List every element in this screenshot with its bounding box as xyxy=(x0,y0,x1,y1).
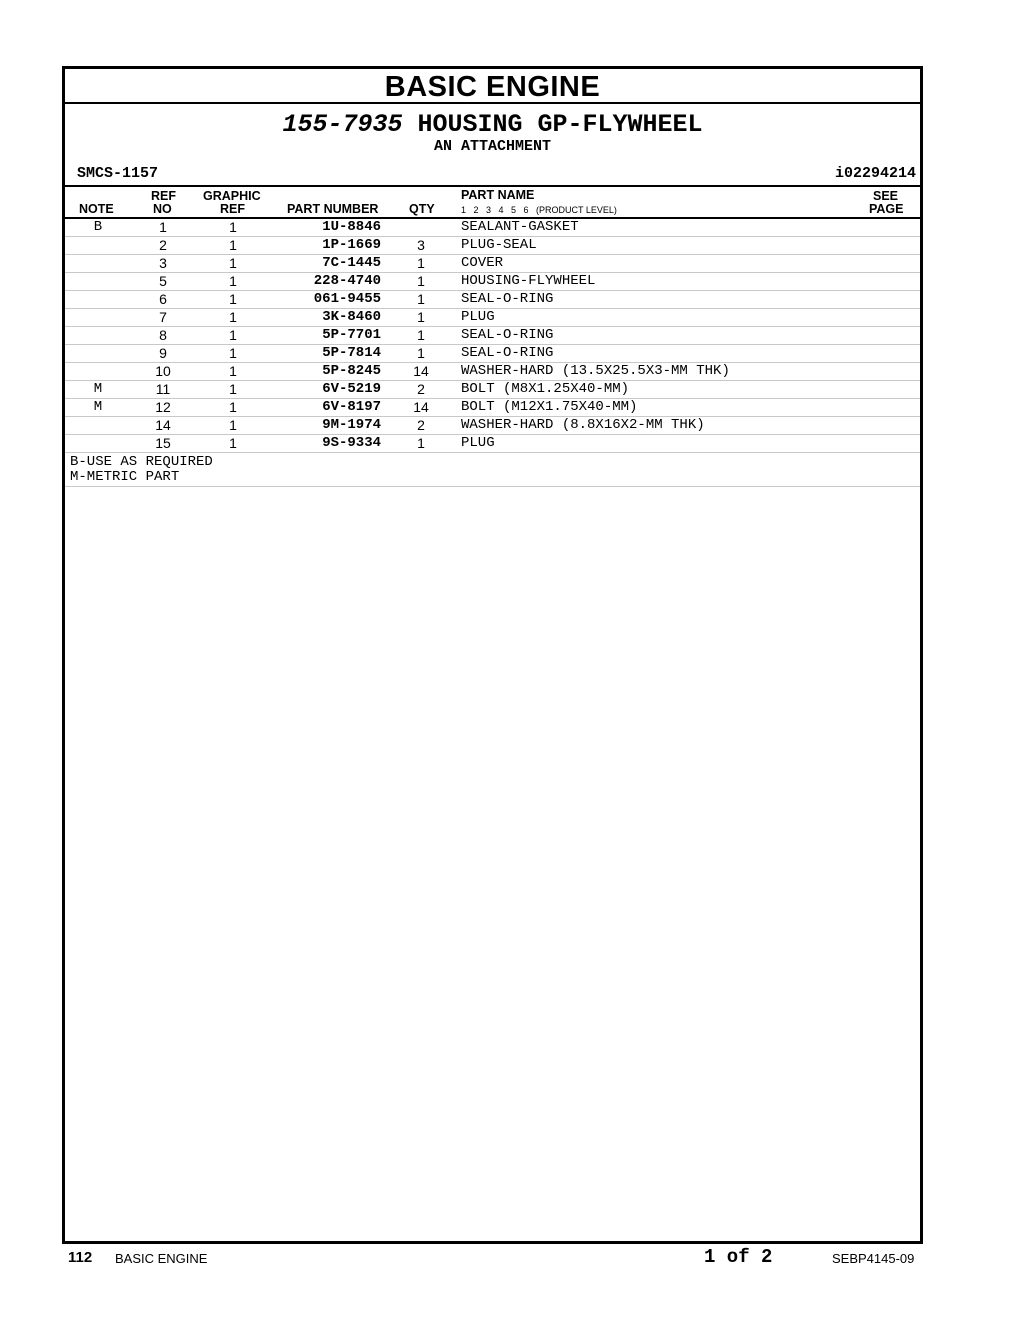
table-row xyxy=(65,381,920,399)
cell-part-name: COVER xyxy=(461,255,504,271)
cell-graphic-ref: 1 xyxy=(229,219,237,235)
cell-part-number: 7C-1445 xyxy=(322,255,381,271)
cell-part-name: PLUG xyxy=(461,309,495,325)
table-row xyxy=(65,273,920,291)
cell-ref-no: 1 xyxy=(159,219,167,235)
cell-graphic-ref: 1 xyxy=(229,273,237,289)
table-row xyxy=(65,327,920,345)
cell-graphic-ref: 1 xyxy=(229,381,237,397)
parts-table-body xyxy=(65,219,920,453)
cell-graphic-ref: 1 xyxy=(229,363,237,379)
cell-part-number: 9S-9334 xyxy=(322,435,381,451)
cell-qty: 14 xyxy=(413,363,429,379)
cell-part-number: 5P-7814 xyxy=(322,345,381,361)
page-footer xyxy=(0,1244,1020,1274)
section-title: BASIC ENGINE xyxy=(65,69,920,104)
table-row xyxy=(65,417,920,435)
col-graphic-top: GRAPHIC xyxy=(203,189,261,203)
cell-part-name: PLUG-SEAL xyxy=(461,237,537,253)
col-part-name: PART NAME xyxy=(461,188,535,202)
cell-ref-no: 14 xyxy=(155,417,171,433)
group-name: HOUSING GP-FLYWHEEL xyxy=(417,110,703,139)
cell-qty: 1 xyxy=(417,255,425,271)
col-qty: QTY xyxy=(409,202,435,216)
table-row xyxy=(65,435,920,453)
note-b: B-USE AS REQUIRED xyxy=(70,454,213,470)
cell-qty: 14 xyxy=(413,399,429,415)
group-subtitle: AN ATTACHMENT xyxy=(433,138,552,155)
cell-qty: 1 xyxy=(417,309,425,325)
table-row xyxy=(65,291,920,309)
cell-part-name: SEAL-O-RING xyxy=(461,345,554,361)
cell-part-name: SEALANT-GASKET xyxy=(461,219,579,235)
table-row xyxy=(65,219,920,237)
cell-part-number: 1U-8846 xyxy=(322,219,381,235)
cell-graphic-ref: 1 xyxy=(229,309,237,325)
cell-part-name: WASHER-HARD (8.8X16X2-MM THK) xyxy=(461,417,705,433)
cell-ref-no: 8 xyxy=(159,327,167,343)
cell-part-number: 061-9455 xyxy=(313,291,381,307)
info-identifier: i02294214 xyxy=(834,165,916,182)
cell-graphic-ref: 1 xyxy=(229,237,237,253)
cell-graphic-ref: 1 xyxy=(229,435,237,451)
group-title xyxy=(65,112,920,138)
col-see-top: SEE xyxy=(873,189,899,203)
column-headers xyxy=(65,187,920,219)
table-row xyxy=(65,363,920,381)
cell-part-name: WASHER-HARD (13.5X25.5X3-MM THK) xyxy=(461,363,730,379)
document-number: SEBP4145-09 xyxy=(832,1251,915,1266)
cell-qty: 3 xyxy=(417,237,425,253)
cell-part-number: 228-4740 xyxy=(313,273,381,289)
cell-ref-no: 9 xyxy=(159,345,167,361)
cell-part-name: HOUSING-FLYWHEEL xyxy=(461,273,596,289)
col-ref-top: REF xyxy=(151,189,176,203)
cell-part-number: 5P-7701 xyxy=(322,327,381,343)
cell-ref-no: 7 xyxy=(159,309,167,325)
cell-part-number: 9M-1974 xyxy=(322,417,381,433)
cell-part-number: 1P-1669 xyxy=(322,237,381,253)
cell-part-name: BOLT (M12X1.75X40-MM) xyxy=(461,399,638,415)
smcs-code: SMCS-1157 xyxy=(77,165,159,182)
cell-note: M xyxy=(93,399,103,415)
col-product-level: 1 2 3 4 5 6 (PRODUCT LEVEL) xyxy=(461,205,617,215)
col-ref-bottom: NO xyxy=(153,202,172,216)
cell-qty: 1 xyxy=(417,291,425,307)
table-row xyxy=(65,255,920,273)
cell-ref-no: 10 xyxy=(155,363,171,379)
cell-ref-no: 11 xyxy=(155,381,171,397)
smcs-row xyxy=(65,165,920,185)
table-row xyxy=(65,345,920,363)
cell-part-number: 3K-8460 xyxy=(322,309,381,325)
cell-qty: 1 xyxy=(417,345,425,361)
parts-page-frame xyxy=(62,66,923,1244)
table-row xyxy=(65,237,920,255)
col-see-bottom: PAGE xyxy=(869,202,904,216)
note-m: M-METRIC PART xyxy=(70,469,180,485)
cell-part-number: 5P-8245 xyxy=(322,363,381,379)
cell-qty: 2 xyxy=(417,381,425,397)
cell-ref-no: 2 xyxy=(159,237,167,253)
group-number: 155-7935 xyxy=(282,110,403,139)
cell-part-name: PLUG xyxy=(461,435,495,451)
cell-graphic-ref: 1 xyxy=(229,327,237,343)
cell-qty: 1 xyxy=(417,327,425,343)
cell-ref-no: 12 xyxy=(155,399,171,415)
table-row xyxy=(65,399,920,417)
page-number: 112 xyxy=(68,1249,93,1266)
cell-part-number: 6V-8197 xyxy=(322,399,381,415)
cell-part-number: 6V-5219 xyxy=(322,381,381,397)
cell-graphic-ref: 1 xyxy=(229,417,237,433)
cell-ref-no: 6 xyxy=(159,291,167,307)
cell-note: B xyxy=(93,219,103,235)
cell-ref-no: 5 xyxy=(159,273,167,289)
cell-qty: 1 xyxy=(417,435,425,451)
cell-ref-no: 15 xyxy=(155,435,171,451)
col-note: NOTE xyxy=(79,202,114,216)
cell-part-name: SEAL-O-RING xyxy=(461,291,554,307)
col-graphic-bottom: REF xyxy=(220,202,245,216)
cell-graphic-ref: 1 xyxy=(229,345,237,361)
notes-legend xyxy=(65,453,920,487)
cell-part-name: SEAL-O-RING xyxy=(461,327,554,343)
footer-section: BASIC ENGINE xyxy=(115,1251,208,1266)
col-part-number: PART NUMBER xyxy=(287,202,379,216)
cell-qty: 1 xyxy=(417,273,425,289)
cell-qty: 2 xyxy=(417,417,425,433)
cell-graphic-ref: 1 xyxy=(229,291,237,307)
table-row xyxy=(65,309,920,327)
cell-note: M xyxy=(93,381,103,397)
cell-graphic-ref: 1 xyxy=(229,399,237,415)
cell-ref-no: 3 xyxy=(159,255,167,271)
cell-graphic-ref: 1 xyxy=(229,255,237,271)
page-of: 1 of 2 xyxy=(704,1246,773,1268)
cell-part-name: BOLT (M8X1.25X40-MM) xyxy=(461,381,630,397)
